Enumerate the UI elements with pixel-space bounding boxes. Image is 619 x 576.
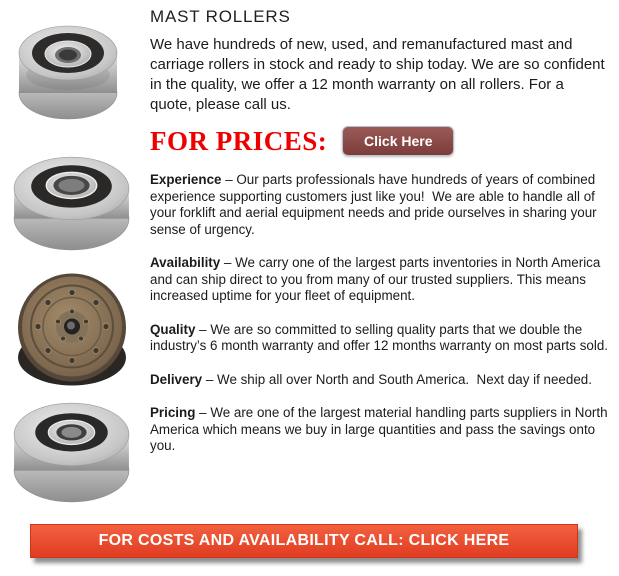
feature-list (150, 172, 612, 455)
feature-dash: – (199, 405, 207, 420)
feature-availability (150, 255, 612, 305)
roller-bearing-image (6, 392, 137, 507)
page-title: MAST ROLLERS (150, 7, 291, 26)
feature-description: Our parts professionals have hundreds of years of combined experience supporting customers just like you! We are able to handle all of your forklift and aerial equipment needs and pride ourselves in sharing your sense of urgency. (150, 172, 601, 237)
mast-roller-photo-2 (6, 142, 137, 255)
feature-description: We are so committed to selling quality parts that we double the industry’s 6 month warranty and offer 12 months warranty on most parts sold. (150, 321, 608, 353)
for-prices-label: FOR PRICES: (150, 126, 328, 156)
mast-roller-photo-3 (8, 271, 136, 390)
flanged-pulley-image (8, 13, 128, 123)
feature-delivery (150, 372, 612, 389)
mast-roller-photo-1 (8, 13, 128, 123)
content-column (150, 7, 612, 472)
feature-term: Delivery (150, 371, 203, 387)
click-here-button[interactable]: Click Here (342, 126, 454, 156)
bearing-roller-image (6, 142, 137, 255)
bronze-sheave-image (8, 271, 136, 390)
feature-term: Experience (150, 172, 222, 187)
feature-dash: – (205, 371, 214, 387)
intro-paragraph: We have hundreds of new, used, and remanufactured mast and carriage rollers in stock and ready to ship today. We are so confident in the quality, we offer a 12 month warranty on all rollers. For a quote, please call us. (150, 36, 605, 113)
feature-term: Pricing (150, 405, 196, 420)
banner-label: FOR COSTS AND AVAILABILITY CALL: CLICK HERE (98, 532, 510, 549)
costs-availability-banner-button[interactable] (30, 524, 578, 558)
feature-dash: – (225, 172, 233, 187)
feature-term: Availability (150, 255, 221, 270)
feature-quality (150, 322, 612, 355)
feature-description: We ship all over North and South America. Next day if needed. (217, 371, 592, 387)
feature-term: Quality (150, 321, 196, 337)
feature-pricing (150, 405, 612, 455)
mast-roller-photo-4 (6, 392, 137, 507)
feature-description: We are one of the largest material handling parts suppliers in North America which means we buy in large quantities and pass the savings onto you. (150, 405, 611, 453)
feature-dash: – (223, 255, 232, 270)
prices-row (150, 126, 612, 156)
feature-description: We carry one of the largest parts inventories in North America and can ship direct to you from many of our trusted suppliers. This means increased uptime for your fleet of equipment. (150, 255, 605, 303)
feature-dash: – (199, 321, 207, 337)
feature-experience (150, 172, 612, 238)
